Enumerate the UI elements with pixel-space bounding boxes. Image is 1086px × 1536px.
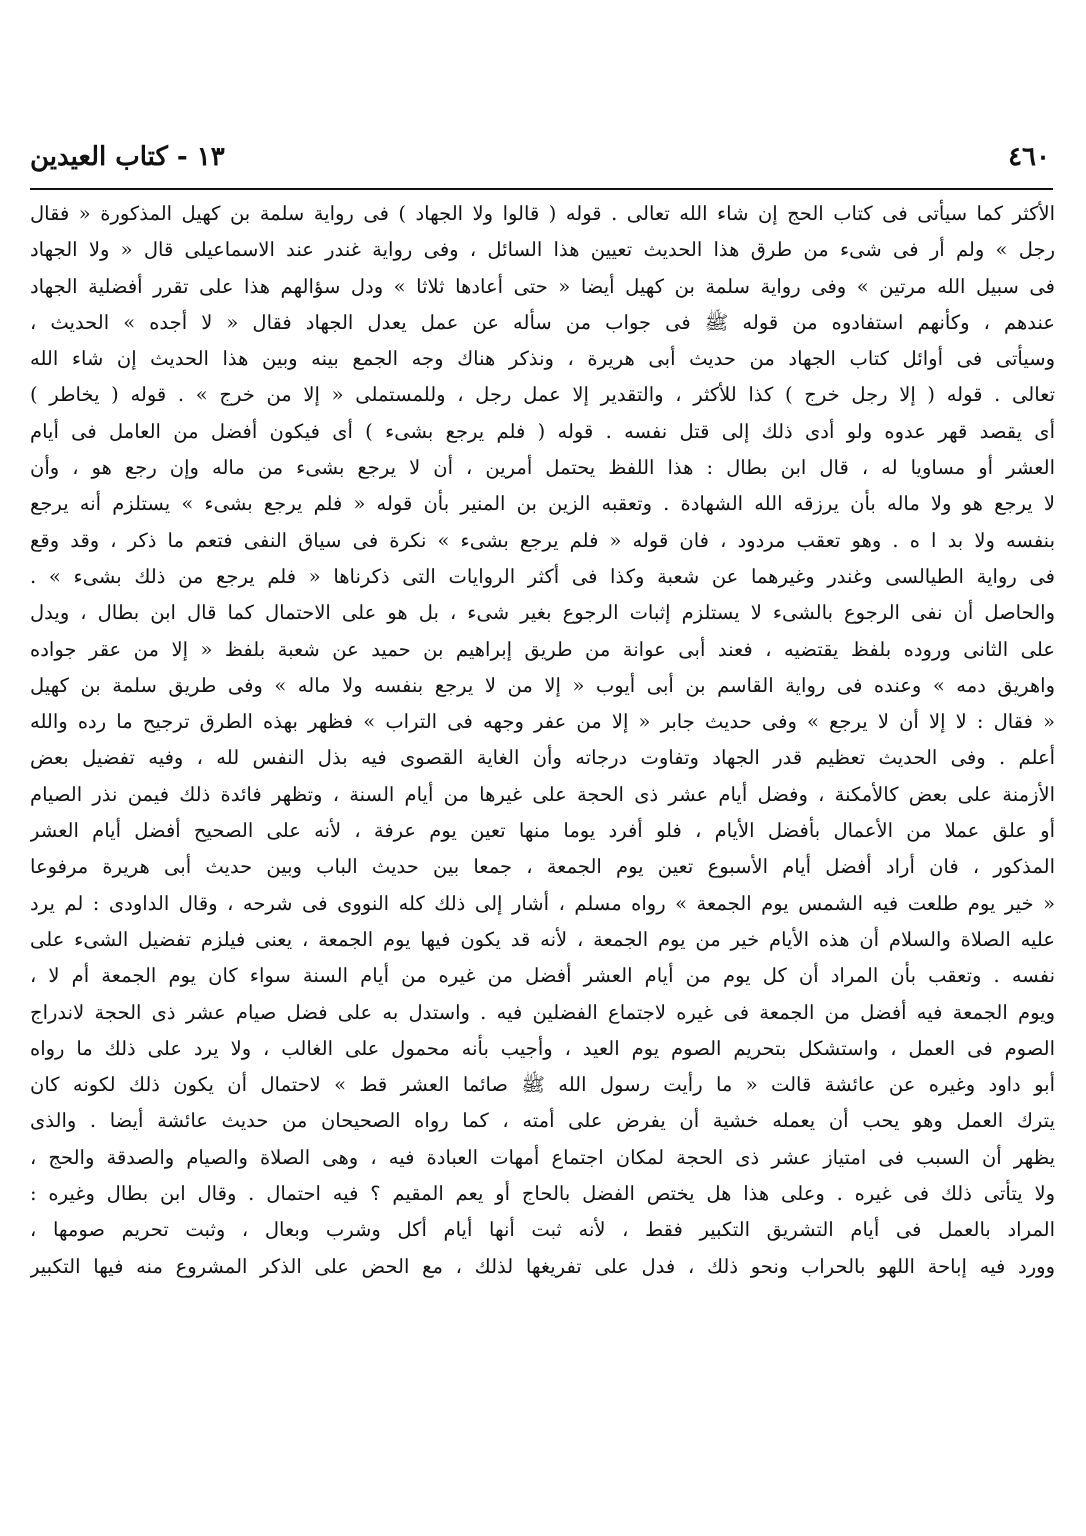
text-line: الأكثر كما سيأتى فى كتاب الحج إن شاء الله تعالى . قوله ( قالوا ولا الجهاد ) فى رواية سلمة بن كهيل المذكورة « فقال (30, 202, 1055, 225)
text-line: واهريق دمه » وعنده فى رواية القاسم بن أبى أيوب « إلا من لا يرجع بنفسه ولا ماله » وفى طريق سلمة بن كهيل (30, 673, 1055, 697)
header-rule (30, 188, 1053, 190)
text-line: رجل » ولم أر فى شىء من طرق هذا الحديث تعيين هذا السائل ، وفى رواية غندر عند الاسماعيلى قال « ولا الجهاد (30, 238, 1055, 262)
text-line: عندهم ، وكأنهم استفادوه من قوله ﷺ فى جواب من سأله عن عمل يعدل الجهاد فقال « لا أجده » الحديث ، (30, 310, 1055, 334)
text-line: أى يقصد قهر عدوه ولو أدى ذلك إلى قتل نفسه . قوله ( فلم يرجع بشىء ) أى فيكون أفضل من العامل فى أيام (30, 419, 1055, 443)
chapter-title: ١٣ - كتاب العيدين (30, 142, 225, 172)
text-line: الأزمنة على بعض كالأمكنة ، وفضل أيام عشر ذى الحجة على غيرها من أيام السنة ، وتظهر فائدة ذلك فيمن نذر الصيام (30, 782, 1055, 806)
text-line: تعالى . قوله ( إلا رجل خرج ) كذا للأكثر ، والتقدير إلا عمل رجل ، وللمستملى « إلا من خرج » . قوله ( يخاطر ) (30, 383, 1055, 407)
text-line: لا يرجع هو ولا ماله بأن يرزقه الله الشهادة . وتعقبه الزين بن المنير بأن قوله « فلم يرجع بشىء » يستلزم أنه يرجع (30, 492, 1055, 516)
text-line: « فقال : لا إلا أن لا يرجع » وفى حديث جابر « إلا من عفر وجهه فى التراب » فظهر بهذه الطرق ترجيح ما رده والله (30, 710, 1055, 734)
text-line: أو علق عملا من الأعمال بأفضل الأيام ، فلو أفرد يوما منها تعين يوم عرفة ، لأنه على الصحيح أفضل أيام العشر (30, 819, 1055, 843)
text-line: « خير يوم طلعت فيه الشمس يوم الجمعة » رواه مسلم ، أشار إلى ذلك كله النووى فى شرحه ، وقال الداودى : لم يرد (30, 891, 1055, 915)
text-line: العشر أو مساويا له ، قال ابن بطال : هذا اللفظ يحتمل أمرين ، أن لا يرجع بشىء من ماله وإن رجع هو ، وأن (30, 456, 1055, 480)
text-line: أبو داود وغيره عن عائشة قالت « ما رأيت رسول الله ﷺ صائما العشر قط » لاحتمال أن يكون ذلك لكونه كان (30, 1073, 1055, 1097)
text-line: يترك العمل وهو يحب أن يعمله خشية أن يفرض على أمته ، كما رواه الصحيحان من حديث عائشة أيضا . والذى (30, 1109, 1055, 1133)
text-line: وورد فيه إباحة اللهو بالحراب ونحو ذلك ، فدل على تفريغها لذلك ، مع الحض على الذكر المشروع منه فيها التكبير (30, 1254, 1055, 1278)
text-line: ولا يتأتى ذلك فى غيره . وعلى هذا هل يختص الفضل بالحاج أو يعم المقيم ؟ فيه احتمال . وقال ابن بطال وغيره : (30, 1182, 1055, 1206)
text-line: ويوم الجمعة فيه أفضل من الجمعة فى غيره لاجتماع الفضلين فيه . واستدل به على فضل صيام عشر ذى الحجة لاندراج (30, 1000, 1055, 1024)
page-number: ٤٦٠ (1008, 142, 1050, 172)
text-line: أعلم . وفى الحديث تعظيم قدر الجهاد وتفاوت درجاته وأن الغاية القصوى فيه بذل النفس لله ، وفيه تفضيل بعض (30, 746, 1055, 770)
text-line: فى سبيل الله مرتين » وفى رواية سلمة بن كهيل أيضا « حتى أعادها ثلاثا » ودل سؤالهم هذا على تقرر أفضلية الجهاد (30, 274, 1055, 298)
text-line: والحاصل أن نفى الرجوع بالشىء لا يستلزم إثبات الرجوع بغير شىء ، بل هو على الاحتمال كما قال ابن بطال ، ويدل (30, 601, 1055, 625)
text-line: عليه الصلاة والسلام أن هذه الأيام خير من يوم الجمعة ، لأنه قد يكون فيها يوم الجمعة ، يعنى فيلزم تفضيل الشىء على (30, 927, 1055, 951)
text-line: نفسه . وتعقب بأن المراد أن كل يوم من أيام العشر أفضل من غيره من أيام السنة سواء كان يوم الجمعة أم لا ، (30, 964, 1055, 988)
text-line: على الثانى وروده بلفظ يقتضيه ، فعند أبى عوانة من طريق إبراهيم بن حميد عن شعبة بلفظ « إلا من عقر جواده (30, 637, 1055, 661)
text-line: وسيأتى فى أوائل كتاب الجهاد من حديث أبى هريرة ، ونذكر هناك وجه الجمع بينه وبين هذا الحديث إن شاء الله (30, 347, 1055, 371)
body-text (30, 196, 1055, 1285)
text-line: الصوم فى العمل ، واستشكل بتحريم الصوم يوم العيد ، وأجيب بأنه محمول على الغالب ، ولا يرد على ذلك ما رواه (30, 1036, 1055, 1060)
text-line: فى رواية الطيالسى وغندر وغيرهما عن شعبة وكذا فى أكثر الروايات التى ذكرناها « فلم يرجع من ذلك بشىء » . (30, 564, 1055, 588)
text-line: المراد بالعمل فى أيام التشريق التكبير فقط ، لأنه ثبت أنها أيام أكل وشرب وبعال ، وثبت تحريم صومها ، (30, 1218, 1055, 1242)
text-line: المذكور ، فان أراد أفضل أيام الأسبوع تعين يوم الجمعة ، جمعا بين حديث الباب وبين حديث أبى هريرة مرفوعا (30, 855, 1055, 879)
page-header (30, 140, 1050, 184)
text-line: بنفسه ولا بد ا ه . وهو تعقب مردود ، فان قوله « فلم يرجع بشىء » نكرة فى سياق النفى فتعم ما ذكر ، وقد وقع (30, 528, 1055, 552)
text-line: يظهر أن السبب فى امتياز عشر ذى الحجة لمكان اجتماع أمهات العبادة فيه ، وهى الصلاة والصيام والصدقة والحج ، (30, 1145, 1055, 1169)
